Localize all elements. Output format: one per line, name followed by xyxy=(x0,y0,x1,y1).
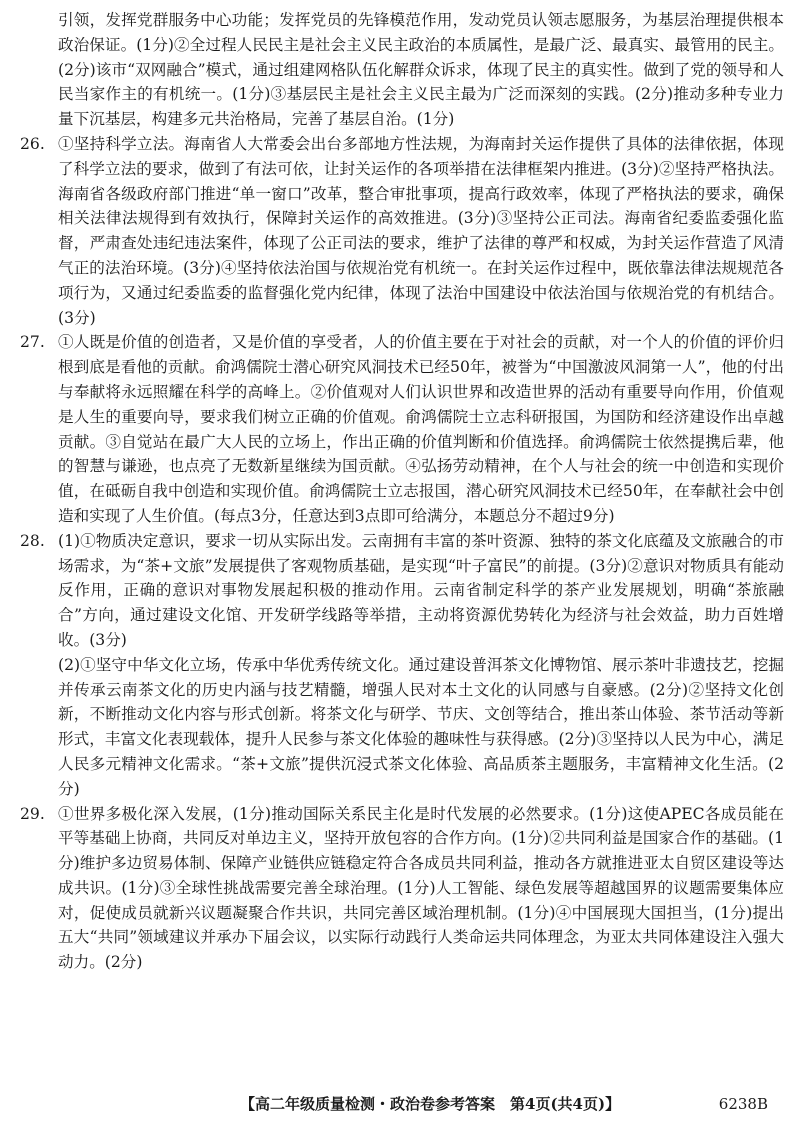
question-28 xyxy=(20,529,784,802)
document-code: 6238B xyxy=(718,1095,768,1113)
answer-body xyxy=(58,529,784,802)
question-number: 26. xyxy=(20,134,45,153)
footer-title: 【高二年级质量检测・政治卷参考答案 第4页(共4页)】 xyxy=(240,1095,621,1113)
answer-paragraph: ①坚持科学立法。海南省人大常委会出台多部地方性法规，为海南封关运作提供了具体的法律依据，体现了科学立法的要求，做到了有法可依，让封关运作的各项举措在法律框架内推进。(3分)②坚持严格执法。海南省各级政府部门推进“单一窗口”改革，整合审批事项，提高行政效率，体现了严格执法的要求，确保相关法律法规得到有效执行，保障封关运作的高效推进。(3分)③坚持公正司法。海南省纪委监委强化监督，严肃查处违纪违法案件，体现了公正司法的要求，维护了法律的尊严和权威，为封关运作营造了风清气正的法治环境。(3分)④坚持依法治国与依规治党有机统一。在封关运作过程中，既依靠法律法规规范各项行为，又通过纪委监委的监督强化党内纪律，体现了法治中国建设中依法治国与依规治党的有机结合。(3分) xyxy=(58,134,784,327)
question-27 xyxy=(20,330,784,528)
answer-paragraph: (2)①坚守中华文化立场，传承中华优秀传统文化。通过建设普洱茶文化博物馆、展示茶叶非遗技艺，挖掘并传承云南茶文化的历史内涵与技艺精髓，增强人民对本土文化的认同感与自豪感。(2分)②坚持文化创新，不断推动文化内容与形式创新。将茶文化与研学、节庆、文创等结合，推出茶山体验、茶节活动等新形式，丰富文化表现载体，提升人民参与茶文化体验的趣味性与获得感。(2分)③坚持以人民为中心，满足人民多元精神文化需求。“茶+文旅”提供沉浸式茶文化体验、高品质茶主题服务，丰富精神文化生活。(2分) xyxy=(58,655,784,798)
question-number: 29. xyxy=(20,804,45,823)
page-content xyxy=(20,8,784,975)
question-number: 27. xyxy=(20,333,45,352)
answer-paragraph: (1)①物质决定意识，要求一切从实际出发。云南拥有丰富的茶叶资源、独特的茶文化底蕴及文旅融合的市场需求，为“茶+文旅”发展提供了客观物质基础，是实现“叶子富民”的前提。(3分)②意识对物质具有能动反作用，正确的意识对事物发展起积极的推动作用。云南省制定科学的茶产业发展规划，明确“茶旅融合”方向，通过建设文化馆、开发研学线路等举措，主动将资源优势转化为经济与社会效益，助力百姓增收。(3分) xyxy=(58,531,784,649)
question-29 xyxy=(20,802,784,976)
answer-paragraph: ①人既是价值的创造者，又是价值的享受者，人的价值主要在于对社会的贡献，对一个人的价值的评价归根到底是看他的贡献。俞鸿儒院士潜心研究风洞技术已经50年，被誉为“中国激波风洞第一人”，他的付出与奉献将永远照耀在科学的高峰上。②价值观对人们认识世界和改造世界的活动有重要导向作用，价值观是人生的重要向导，要求我们树立正确的价值观。俞鸿儒院士立志科研报国，为国防和经济建设作出卓越贡献。③自觉站在最广大人民的立场上，作出正确的价值判断和价值选择。俞鸿儒院士依然提携后辈，他的智慧与谦逊，也点亮了无数新星继续为国贡献。④弘扬劳动精神，在个人与社会的统一中创造和实现价值，在砥砺自我中创造和实现价值。俞鸿儒院士立志报国，潜心研究风洞技术已经50年，在奉献社会中创造和实现了人生价值。(每点3分，任意达到3点即可给满分，本题总分不超过9分) xyxy=(58,333,784,525)
answer-paragraph: ①世界多极化深入发展，(1分)推动国际关系民主化是时代发展的必然要求。(1分)这使APEC各成员能在平等基础上协商，共同反对单边主义，坚持开放包容的合作方向。(1分)②共同利益是国家合作的基础。(1分)维护多边贸易体制、保障产业链供应链稳定符合各成员共同利益，推动各方就推进亚太自贸区建设等达成共识。(1分)③全球性挑战需要完善全球治理。(1分)人工智能、绿色发展等超越国界的议题需要集体应对，促使成员就新兴议题凝聚合作共识，共同完善区域治理机制。(1分)④中国展现大国担当，(1分)提出五大“共同”领域建议并承办下届会议，以实际行动践行人类命运共同体理念，为亚太共同体建设注入强大动力。(2分) xyxy=(58,804,784,972)
answer-body xyxy=(58,802,784,976)
answer-body xyxy=(58,132,784,330)
question-number: 28. xyxy=(20,531,45,550)
answer-body xyxy=(58,330,784,528)
answer-25-continuation: 引领，发挥党群服务中心功能；发挥党员的先锋模范作用，发动党员认领志愿服务，为基层治理提供根本政治保证。(1分)②全过程人民民主是社会主义民主政治的本质属性，是最广泛、最真实、最管用的民主。(2分)该市“双网融合”模式，通过组建网格队伍化解群众诉求，体现了民主的真实性。做到了党的领导和人民当家作主的有机统一。(1分)③基层民主是社会主义民主最为广泛而深刻的实践。(2分)推动多种专业力量下沉基层，构建多元共治格局，完善了基层自治。(1分) xyxy=(58,11,784,129)
question-26 xyxy=(20,132,784,330)
